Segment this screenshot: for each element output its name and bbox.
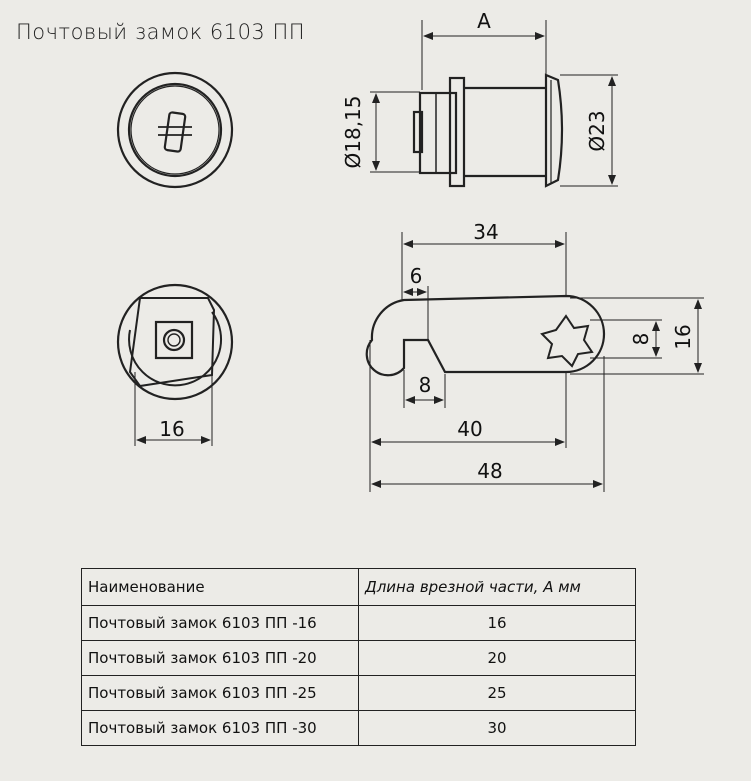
table-header-row — [82, 569, 636, 606]
row-length: 25 — [359, 676, 636, 711]
table-row — [82, 711, 636, 746]
header-name: Наименование — [82, 569, 359, 606]
dim-6-label: 6 — [409, 264, 423, 288]
row-length: 16 — [359, 606, 636, 641]
row-name: Почтовый замок 6103 ПП -20 — [82, 641, 359, 676]
row-length: 30 — [359, 711, 636, 746]
dim-48-label: 48 — [477, 459, 503, 483]
table-row — [82, 606, 636, 641]
dim-6 — [404, 286, 428, 340]
dim-d18-label: Ø18,15 — [341, 95, 365, 169]
header-length: Длина врезной части, А мм — [359, 569, 636, 606]
dim-d18 — [370, 92, 420, 172]
lock-side-view — [414, 75, 562, 186]
dim-16-right-label: 16 — [671, 324, 695, 350]
row-name: Почтовый замок 6103 ПП -30 — [82, 711, 359, 746]
dim-A-label: A — [477, 9, 491, 33]
row-name: Почтовый замок 6103 ПП -25 — [82, 676, 359, 711]
row-name: Почтовый замок 6103 ПП -16 — [82, 606, 359, 641]
row-length: 20 — [359, 641, 636, 676]
spec-table — [81, 568, 636, 746]
dim-40-label: 40 — [457, 417, 483, 441]
table-row — [82, 676, 636, 711]
cam-tongue — [367, 296, 604, 375]
dim-34-label: 34 — [473, 220, 499, 244]
dim-8-right-label: 8 — [629, 332, 653, 346]
dim-d23-label: Ø23 — [585, 110, 609, 152]
drawing-title: Почтовый замок 6103 ПП — [16, 20, 306, 44]
lock-front-view — [118, 73, 232, 187]
dim-8-lower-label: 8 — [418, 373, 432, 397]
dim-40 — [370, 340, 566, 492]
dim-16-front-label: 16 — [159, 417, 185, 441]
table-row — [82, 641, 636, 676]
